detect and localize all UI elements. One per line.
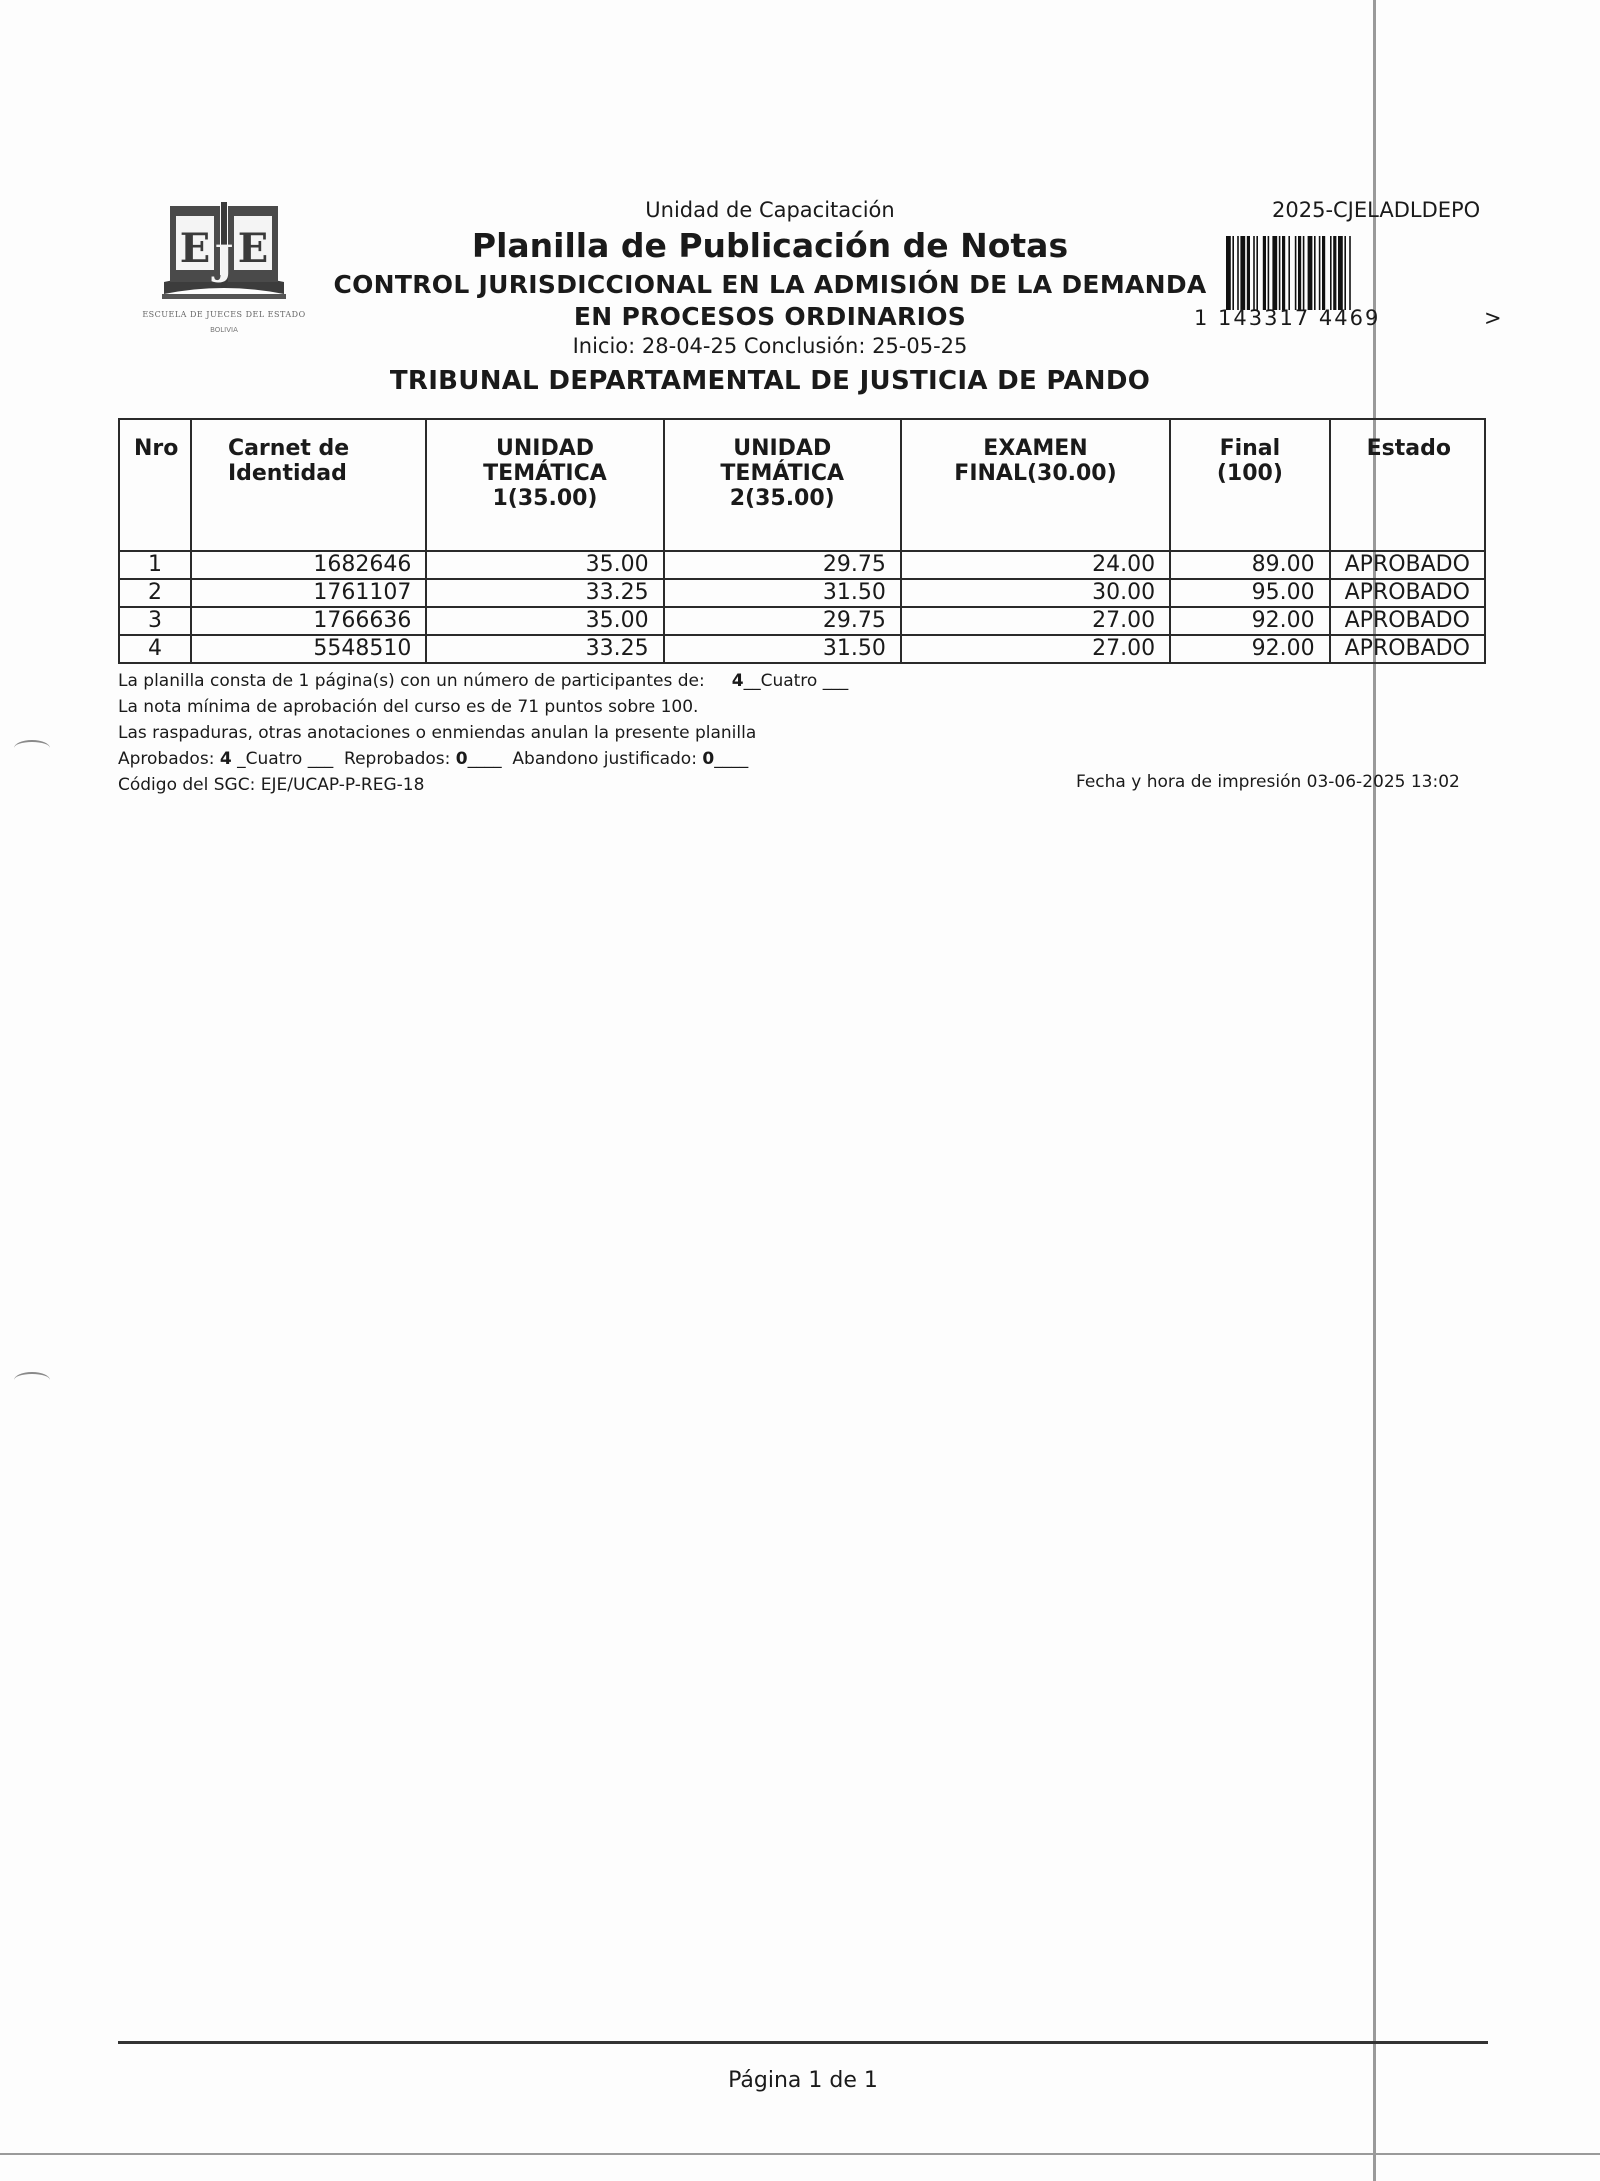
cell-unit-2: 31.50	[664, 579, 901, 607]
barcode-bar	[1268, 236, 1270, 310]
col-header-nro: Nro	[119, 419, 191, 551]
cell-carnet: 1761107	[191, 579, 426, 607]
barcode-bar	[1282, 236, 1285, 310]
barcode-bar	[1272, 236, 1277, 310]
scan-fold-line-horizontal	[0, 2153, 1600, 2155]
cell-nro: 4	[119, 635, 191, 663]
note-participants: La planilla consta de 1 página(s) con un número de participantes de: 4__Cuatro ___	[118, 671, 849, 691]
cell-unit-2: 31.50	[664, 635, 901, 663]
col-header-final: Final (100)	[1170, 419, 1330, 551]
barcode-bar	[1308, 236, 1313, 310]
cell-unit-1: 33.25	[426, 635, 663, 663]
note-sgc-code: Código del SGC: EJE/UCAP-P-REG-18	[118, 775, 425, 795]
cell-unit-2: 29.75	[664, 607, 901, 635]
barcode-bar	[1240, 236, 1245, 310]
col-header-unit-1: UNIDAD TEMÁTICA 1(35.00)	[426, 419, 663, 551]
cell-final: 92.00	[1170, 635, 1330, 663]
cell-exam: 27.00	[901, 607, 1170, 635]
cell-estado: APROBADO	[1330, 551, 1485, 579]
table-row	[119, 635, 1485, 663]
cell-unit-1: 35.00	[426, 607, 663, 635]
cell-unit-1: 33.25	[426, 579, 663, 607]
note-min-grade: La nota mínima de aprobación del curso es de 71 puntos sobre 100.	[118, 697, 699, 717]
cell-carnet: 1766636	[191, 607, 426, 635]
barcode-bar	[1338, 236, 1343, 310]
barcode-bar	[1256, 236, 1258, 310]
cell-exam: 27.00	[901, 635, 1170, 663]
cell-carnet: 1682646	[191, 551, 426, 579]
course-title-line-1: CONTROL JURISDICCIONAL EN LA ADMISIÓN DE LA DEMANDA	[333, 270, 1207, 299]
barcode-bar	[1263, 236, 1266, 310]
cell-estado: APROBADO	[1330, 635, 1485, 663]
cell-estado: APROBADO	[1330, 579, 1485, 607]
col-header-carnet: Carnet de Identidad	[191, 419, 426, 551]
cell-final: 89.00	[1170, 551, 1330, 579]
col-header-final-exam: EXAMEN FINAL(30.00)	[901, 419, 1170, 551]
table-row	[119, 607, 1485, 635]
cell-exam: 24.00	[901, 551, 1170, 579]
page-title: Planilla de Publicación de Notas	[471, 226, 1069, 265]
svg-text:E: E	[179, 225, 211, 272]
punch-hole-mark	[14, 740, 50, 756]
col-header-estado: Estado	[1330, 419, 1485, 551]
barcode-icon	[1224, 236, 1456, 312]
barcode-bar	[1247, 236, 1250, 310]
cell-final: 92.00	[1170, 607, 1330, 635]
print-timestamp: Fecha y hora de impresión 03-06-2025 13:02	[1076, 772, 1460, 792]
table-row	[119, 579, 1485, 607]
punch-hole-mark	[14, 1372, 50, 1388]
barcode-bar	[1288, 236, 1290, 310]
barcode-bar	[1314, 236, 1316, 310]
note-erasures: Las raspaduras, otras anotaciones o enmiendas anulan la presente planilla	[118, 723, 757, 743]
course-title-line-2: EN PROCESOS ORDINARIOS	[573, 302, 967, 331]
cell-nro: 1	[119, 551, 191, 579]
barcode-bar	[1237, 236, 1239, 310]
barcode-bar	[1303, 236, 1305, 310]
eje-logo	[132, 198, 316, 348]
barcode-bar	[1298, 236, 1301, 310]
cell-nro: 3	[119, 607, 191, 635]
grades-table	[118, 418, 1486, 664]
cell-final: 95.00	[1170, 579, 1330, 607]
cell-estado: APROBADO	[1330, 607, 1485, 635]
table-row	[119, 551, 1485, 579]
barcode-bar	[1330, 236, 1332, 310]
page-number: Página 1 de 1	[728, 2068, 878, 2093]
barcode-arrow: >	[1484, 306, 1502, 330]
barcode-number: 1 143317 4469	[1194, 306, 1381, 330]
barcode-bar	[1344, 236, 1346, 310]
cell-carnet: 5548510	[191, 635, 426, 663]
barcode-bar	[1349, 236, 1351, 310]
barcode-bar	[1322, 236, 1325, 310]
logo-subtitle: ESCUELA DE JUECES DEL ESTADO	[142, 310, 306, 319]
cell-exam: 30.00	[901, 579, 1170, 607]
logo-letters	[160, 198, 288, 306]
barcode-bar	[1295, 236, 1297, 310]
cell-unit-2: 29.75	[664, 551, 901, 579]
footer-divider	[118, 2041, 1488, 2044]
course-dates: Inicio: 28-04-25 Conclusión: 25-05-25	[572, 334, 968, 358]
logo-subtitle-2: BOLIVIA	[210, 326, 238, 334]
svg-text:J: J	[214, 237, 234, 284]
svg-text:E: E	[237, 225, 269, 272]
barcode-bar	[1232, 236, 1234, 310]
cell-nro: 2	[119, 579, 191, 607]
table-header-row	[119, 419, 1485, 551]
barcode-bar	[1333, 236, 1336, 310]
col-header-unit-2: UNIDAD TEMÁTICA 2(35.00)	[664, 419, 901, 551]
document-code: 2025-CJELADLDEPO	[1272, 198, 1481, 222]
cell-unit-1: 35.00	[426, 551, 663, 579]
barcode-bar	[1279, 236, 1281, 310]
notes-block	[118, 668, 848, 798]
unit-name: Unidad de Capacitación	[645, 198, 895, 222]
barcode-bar	[1253, 236, 1255, 310]
barcode-bar	[1226, 236, 1231, 310]
tribunal-name: TRIBUNAL DEPARTAMENTAL DE JUSTICIA DE PANDO	[389, 366, 1151, 396]
barcode-bar	[1319, 236, 1321, 310]
note-summary: Aprobados: 4 _Cuatro ___ Reprobados: 0____ Abandono justificado: 0____	[118, 749, 749, 769]
